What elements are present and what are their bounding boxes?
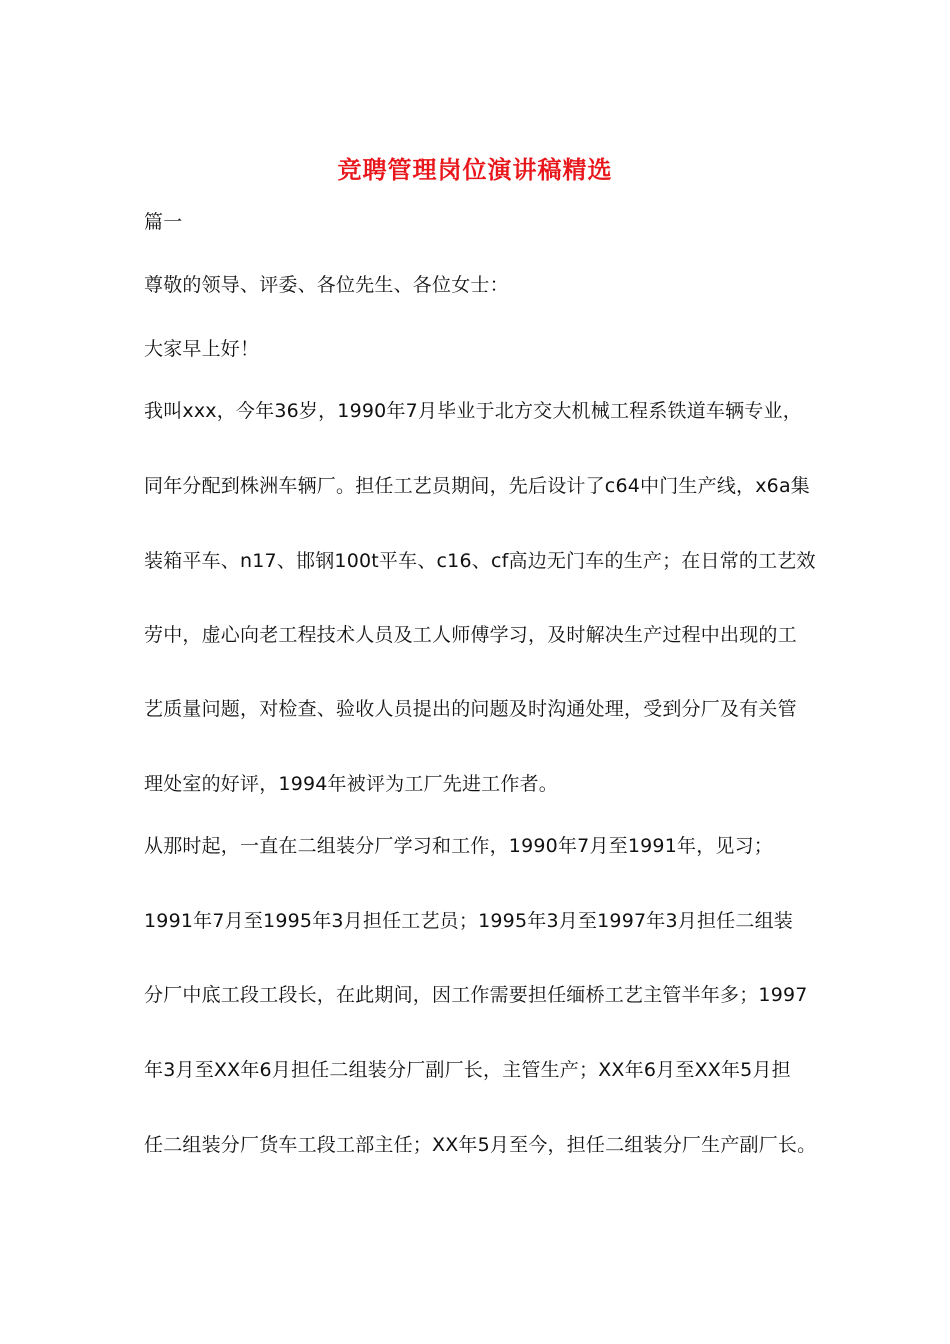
paragraph-line: 艺质量问题，对检查、验收人员提出的问题及时沟通处理，受到分厂及有关管 [144, 698, 797, 720]
paragraph-line: 我叫xxx，今年36岁，1990年7月毕业于北方交大机械工程系铁道车辆专业， [144, 400, 802, 422]
paragraph-line: 年3月至XX年6月担任二组装分厂副厂长，主管生产；XX年6月至XX年5月担 [144, 1059, 791, 1081]
greeting-line: 大家早上好！ [144, 338, 260, 360]
paragraph-line: 1991年7月至1995年3月担任工艺员；1995年3月至1997年3月担任二组装 [144, 910, 793, 932]
paragraph-line: 理处室的好评，1994年被评为工厂先进工作者。 [144, 773, 558, 795]
paragraph-line: 装箱平车、n17、邯钢100t平车、c16、cf高边无门车的生产；在日常的工艺效 [144, 550, 816, 572]
salutation-line: 尊敬的领导、评委、各位先生、各位女士： [144, 274, 509, 296]
document-title: 竞聘管理岗位演讲稿精选 [337, 155, 613, 184]
paragraph-line: 分厂中底工段工段长，在此期间，因工作需要担任缅桥工艺主管半年多；1997 [144, 984, 808, 1006]
paragraph-line: 劳中，虚心向老工程技术人员及工人师傅学习，及时解决生产过程中出现的工 [144, 624, 797, 646]
paragraph-line: 从那时起，一直在二组装分厂学习和工作，1990年7月至1991年，见习； [144, 835, 773, 857]
section-heading: 篇一 [144, 211, 183, 233]
paragraph-line: 任二组装分厂货车工段工部主任；XX年5月至今，担任二组装分厂生产副厂长。 [144, 1134, 817, 1156]
paragraph-line: 同年分配到株洲车辆厂。担任工艺员期间，先后设计了c64中门生产线，x6a集 [144, 475, 811, 497]
